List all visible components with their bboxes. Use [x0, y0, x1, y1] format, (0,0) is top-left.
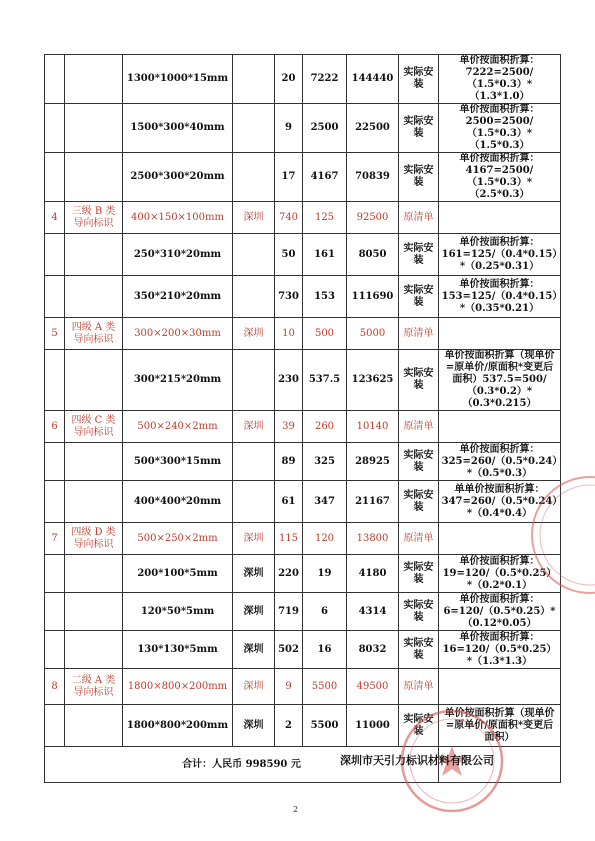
quantity-cell: 502 [275, 631, 303, 669]
method-cell: 原清单 [399, 202, 439, 234]
unit-price-cell: 537.5 [303, 350, 347, 411]
item-number-cell: 6 [45, 411, 65, 443]
amount-cell: 21167 [347, 481, 399, 523]
place-cell: 深圳 [233, 555, 275, 593]
place-cell [233, 153, 275, 202]
table-row [45, 276, 561, 318]
spec-cell: 500×250×2mm [123, 523, 233, 555]
note-cell: 单价按面积折算：16=120/（0.5*0.25）*（1.3*1.3） [439, 631, 561, 669]
unit-price-cell: 5500 [303, 669, 347, 705]
amount-cell: 4180 [347, 555, 399, 593]
method-cell: 原清单 [399, 523, 439, 555]
table-row [45, 593, 561, 631]
place-cell [233, 234, 275, 276]
table-row [45, 55, 561, 104]
spec-cell: 300×200×30mm [123, 318, 233, 350]
note-cell: 单价按面积折算：6=120/（0.5*0.25）*（0.12*0.05） [439, 593, 561, 631]
place-cell [233, 55, 275, 104]
amount-cell: 8032 [347, 631, 399, 669]
quantity-cell: 740 [275, 202, 303, 234]
unit-price-cell: 347 [303, 481, 347, 523]
item-name-cell: 二级 A 类导向标识 [65, 669, 123, 705]
unit-price-cell: 4167 [303, 153, 347, 202]
item-name-cell [65, 234, 123, 276]
item-name-cell [65, 153, 123, 202]
spec-cell: 1800*800*200mm [123, 705, 233, 747]
method-cell: 实际安装 [399, 705, 439, 747]
item-name-cell: 三级 B 类导向标识 [65, 202, 123, 234]
method-cell: 实际安装 [399, 593, 439, 631]
note-cell [439, 202, 561, 234]
amount-cell: 70839 [347, 153, 399, 202]
item-name-cell [65, 705, 123, 747]
place-cell: 深圳 [233, 411, 275, 443]
method-cell: 实际安装 [399, 276, 439, 318]
method-cell: 实际安装 [399, 234, 439, 276]
method-cell: 实际安装 [399, 481, 439, 523]
method-cell: 实际安装 [399, 350, 439, 411]
table-row [45, 481, 561, 523]
place-cell: 深圳 [233, 523, 275, 555]
quantity-cell: 115 [275, 523, 303, 555]
item-number-cell [45, 593, 65, 631]
table-row [45, 443, 561, 481]
spec-cell: 2500*300*20mm [123, 153, 233, 202]
note-cell [439, 669, 561, 705]
place-cell: 深圳 [233, 631, 275, 669]
quantity-cell: 9 [275, 104, 303, 153]
price-table [44, 54, 561, 783]
note-cell: 单价按面积折算（现单价=原单价/原面积*变更后面积）537.5=500/（0.3*0.2）*（0.3*0.215） [439, 350, 561, 411]
amount-cell: 10140 [347, 411, 399, 443]
quantity-cell: 17 [275, 153, 303, 202]
amount-cell: 144440 [347, 55, 399, 104]
spec-cell: 130*130*5mm [123, 631, 233, 669]
table-row [45, 669, 561, 705]
table-row [45, 350, 561, 411]
spec-cell: 120*50*5mm [123, 593, 233, 631]
unit-price-cell: 6 [303, 593, 347, 631]
total-label: 合计：人民币 998590 元 [45, 747, 439, 783]
item-number-cell [45, 705, 65, 747]
note-cell [439, 318, 561, 350]
item-name-cell [65, 55, 123, 104]
item-name-cell: 四级 A 类导向标识 [65, 318, 123, 350]
item-number-cell [45, 55, 65, 104]
note-cell: 单价按面积折算：4167=2500/（1.5*0.3）*（2.5*0.3） [439, 153, 561, 202]
note-cell: 单价按面积折算：153=125/（0.4*0.15）*（0.35*0.21） [439, 276, 561, 318]
spec-cell: 400*400*20mm [123, 481, 233, 523]
unit-price-cell: 161 [303, 234, 347, 276]
note-cell: 单价按面积折算（现单价=原单价/原面积*变更后面积） [439, 705, 561, 747]
spec-cell: 400×150×100mm [123, 202, 233, 234]
quantity-cell: 50 [275, 234, 303, 276]
place-cell: 深圳 [233, 593, 275, 631]
note-cell: 单价按面积折算：2500=2500/（1.5*0.3）*（1.5*0.3） [439, 104, 561, 153]
method-cell: 实际安装 [399, 555, 439, 593]
amount-cell: 11000 [347, 705, 399, 747]
note-cell: 单价按面积折算：7222=2500/（1.5*0.3）*（1.3*1.0） [439, 55, 561, 104]
amount-cell: 5000 [347, 318, 399, 350]
item-number-cell [45, 481, 65, 523]
item-number-cell: 4 [45, 202, 65, 234]
amount-cell: 4314 [347, 593, 399, 631]
item-name-cell [65, 555, 123, 593]
amount-cell: 111690 [347, 276, 399, 318]
quantity-cell: 220 [275, 555, 303, 593]
unit-price-cell: 5500 [303, 705, 347, 747]
unit-price-cell: 19 [303, 555, 347, 593]
method-cell: 实际安装 [399, 443, 439, 481]
table-row [45, 153, 561, 202]
note-cell: 单价按面积折算：161=125/（0.4*0.15）*（0.25*0.31） [439, 234, 561, 276]
unit-price-cell: 153 [303, 276, 347, 318]
table-row [45, 234, 561, 276]
unit-price-cell: 7222 [303, 55, 347, 104]
spec-cell: 1800×800×200mm [123, 669, 233, 705]
item-number-cell [45, 350, 65, 411]
place-cell: 深圳 [233, 202, 275, 234]
quantity-cell: 39 [275, 411, 303, 443]
item-number-cell [45, 276, 65, 318]
item-number-cell [45, 631, 65, 669]
method-cell: 原清单 [399, 318, 439, 350]
item-number-cell [45, 153, 65, 202]
spec-cell: 500×240×2mm [123, 411, 233, 443]
table-row [45, 523, 561, 555]
item-name-cell [65, 350, 123, 411]
item-name-cell: 四级 C 类导向标识 [65, 411, 123, 443]
amount-cell: 123625 [347, 350, 399, 411]
quantity-cell: 10 [275, 318, 303, 350]
quantity-cell: 20 [275, 55, 303, 104]
spec-cell: 300*215*20mm [123, 350, 233, 411]
table-row [45, 104, 561, 153]
item-name-cell: 四级 D 类导向标识 [65, 523, 123, 555]
place-cell [233, 276, 275, 318]
spec-cell: 350*210*20mm [123, 276, 233, 318]
spec-cell: 1500*300*40mm [123, 104, 233, 153]
place-cell [233, 350, 275, 411]
unit-price-cell: 325 [303, 443, 347, 481]
method-cell: 原清单 [399, 669, 439, 705]
item-number-cell [45, 443, 65, 481]
method-cell: 实际安装 [399, 153, 439, 202]
note-cell [439, 411, 561, 443]
note-cell: 单价按面积折算：19=120/（0.5*0.25）*（0.2*0.1） [439, 555, 561, 593]
amount-cell: 92500 [347, 202, 399, 234]
spec-cell: 1300*1000*15mm [123, 55, 233, 104]
item-number-cell [45, 104, 65, 153]
amount-cell: 22500 [347, 104, 399, 153]
partial-seal-right [520, 470, 595, 604]
amount-cell: 8050 [347, 234, 399, 276]
table-row [45, 631, 561, 669]
place-cell [233, 104, 275, 153]
spec-cell: 200*100*5mm [123, 555, 233, 593]
page-number: 2 [293, 805, 299, 814]
place-cell: 深圳 [233, 705, 275, 747]
unit-price-cell: 2500 [303, 104, 347, 153]
item-name-cell [65, 593, 123, 631]
quantity-cell: 9 [275, 669, 303, 705]
quantity-cell: 2 [275, 705, 303, 747]
quantity-cell: 730 [275, 276, 303, 318]
amount-cell: 13800 [347, 523, 399, 555]
item-number-cell: 7 [45, 523, 65, 555]
unit-price-cell: 16 [303, 631, 347, 669]
unit-price-cell: 125 [303, 202, 347, 234]
item-name-cell [65, 481, 123, 523]
quantity-cell: 230 [275, 350, 303, 411]
item-name-cell [65, 631, 123, 669]
item-name-cell [65, 443, 123, 481]
table-row [45, 555, 561, 593]
amount-cell: 49500 [347, 669, 399, 705]
company-signature: 深圳市天引力标识材料有限公司 [340, 754, 494, 767]
unit-price-cell: 120 [303, 523, 347, 555]
method-cell: 实际安装 [399, 631, 439, 669]
spec-cell: 500*300*15mm [123, 443, 233, 481]
table-row [45, 318, 561, 350]
method-cell: 原清单 [399, 411, 439, 443]
quantity-cell: 61 [275, 481, 303, 523]
item-name-cell [65, 104, 123, 153]
item-number-cell: 8 [45, 669, 65, 705]
item-number-cell: 5 [45, 318, 65, 350]
amount-cell: 28925 [347, 443, 399, 481]
place-cell [233, 481, 275, 523]
unit-price-cell: 260 [303, 411, 347, 443]
place-cell: 深圳 [233, 318, 275, 350]
place-cell [233, 443, 275, 481]
quantity-cell: 89 [275, 443, 303, 481]
item-number-cell [45, 555, 65, 593]
method-cell: 实际安装 [399, 55, 439, 104]
method-cell: 实际安装 [399, 104, 439, 153]
spec-cell: 250*310*20mm [123, 234, 233, 276]
place-cell: 深圳 [233, 669, 275, 705]
note-cell: 单价按面积折算：325=260/（0.5*0.24）*（0.5*0.3） [439, 443, 561, 481]
note-cell: 单单价按面积折算：347=260/（0.5*0.24）*（0.4*0.4） [439, 481, 561, 523]
quantity-cell: 719 [275, 593, 303, 631]
unit-price-cell: 500 [303, 318, 347, 350]
item-number-cell [45, 234, 65, 276]
table-row [45, 202, 561, 234]
item-name-cell [65, 276, 123, 318]
table-row [45, 411, 561, 443]
